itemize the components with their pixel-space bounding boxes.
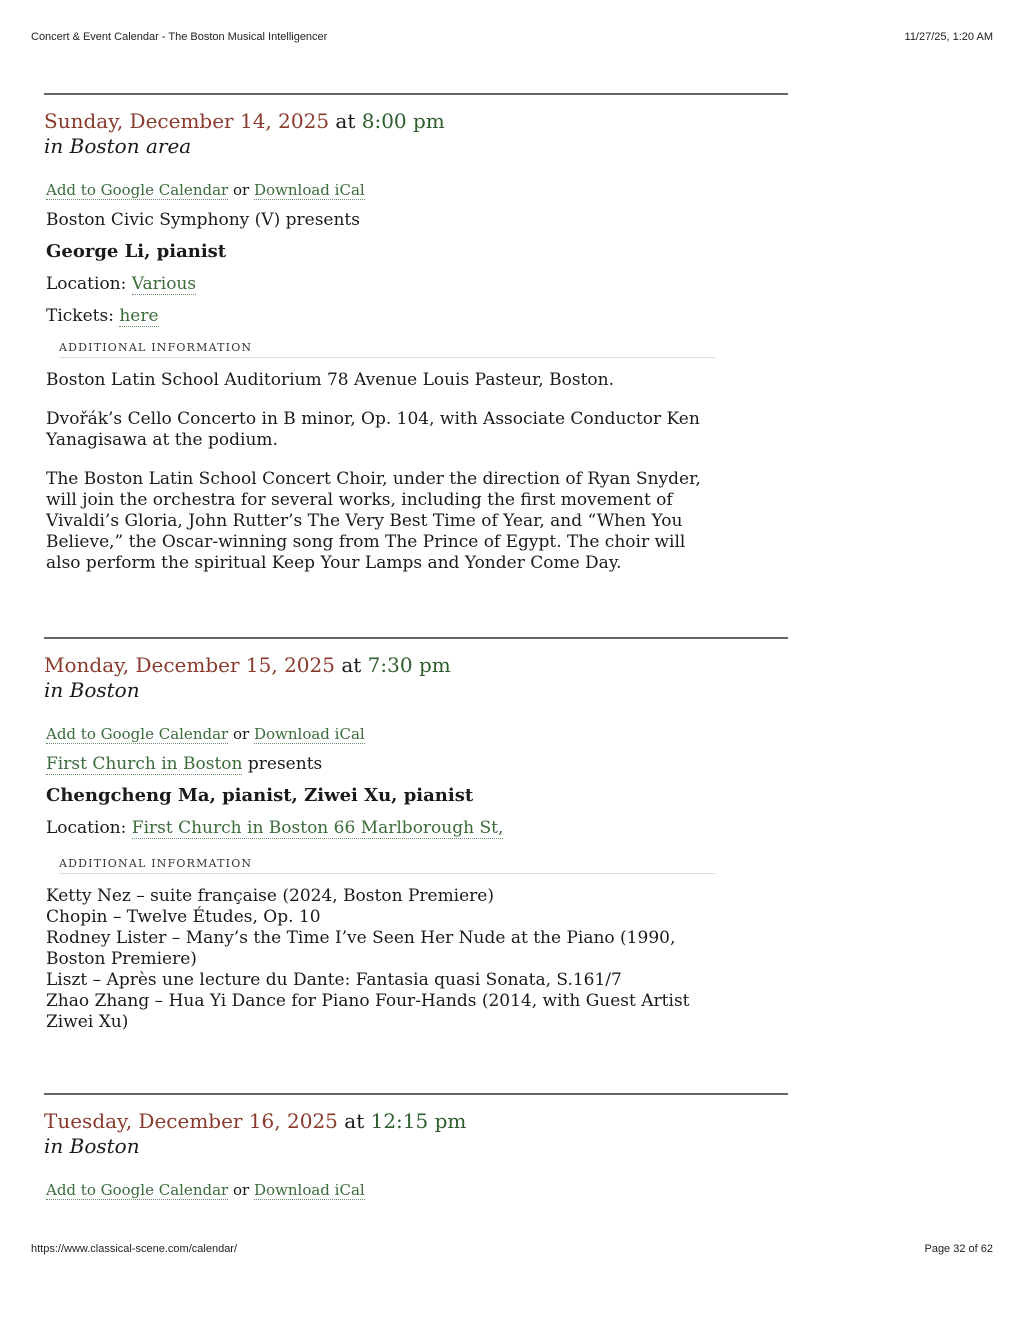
event-time: 7:30 pm bbox=[367, 653, 451, 677]
event-place: in Boston area bbox=[44, 134, 192, 158]
print-header bbox=[31, 31, 993, 43]
event-location-line bbox=[46, 273, 788, 295]
event-divider bbox=[44, 93, 788, 95]
download-ical-link[interactable]: Download iCal bbox=[253, 1181, 365, 1199]
or-text: or bbox=[232, 181, 250, 199]
event-performers: Chengcheng Ma, pianist, Ziwei Xu, pianist bbox=[46, 785, 474, 806]
event-description: The Boston Latin School Concert Choir, under the direction of Ryan Snyder, will join the orchestra for several works, including the first movement of Vivaldi’s Gloria, John Rutter’s The Very Best Time of Year, and “When You Believe,” the Oscar-winning song from The Prince of Egypt. The choir will also perform the spiritual Keep Your Lamps and Yonder Come Day. bbox=[46, 469, 701, 573]
event-entry bbox=[44, 637, 788, 1033]
presents-text: presents bbox=[285, 210, 360, 230]
program-item: Zhao Zhang – Hua Yi Dance for Piano Four-Hands (2014, with Guest Artist Ziwei Xu) bbox=[46, 991, 690, 1032]
event-time: 8:00 pm bbox=[361, 109, 445, 133]
add-to-google-calendar-link[interactable]: Add to Google Calendar bbox=[46, 1181, 229, 1199]
event-presenter-line bbox=[46, 753, 788, 775]
event-description: Dvořák’s Cello Concerto in B minor, Op. 104, with Associate Conductor Ken Yanagisawa at the podium. bbox=[46, 409, 700, 450]
event-place: in Boston bbox=[44, 1134, 140, 1158]
download-ical-link[interactable]: Download iCal bbox=[253, 181, 365, 199]
at-word: at bbox=[341, 653, 362, 677]
event-description: Boston Latin School Auditorium 78 Avenue Louis Pasteur, Boston. bbox=[46, 370, 614, 390]
calendar-links bbox=[46, 181, 788, 199]
event-time: 12:15 pm bbox=[370, 1109, 467, 1133]
program-list bbox=[44, 886, 788, 1033]
location-label: Location: bbox=[46, 274, 127, 294]
location-link[interactable]: First Church in Boston 66 Marlborough St, bbox=[131, 818, 504, 838]
event-date: Tuesday, December 16, 2025 bbox=[44, 1109, 338, 1133]
add-to-google-calendar-link[interactable]: Add to Google Calendar bbox=[46, 725, 229, 743]
additional-information-heading: ADDITIONAL INFORMATION bbox=[59, 857, 715, 874]
or-text: or bbox=[232, 1181, 250, 1199]
print-timestamp: 11/27/25, 1:20 AM bbox=[904, 31, 993, 43]
event-entry bbox=[44, 1093, 788, 1199]
program-item: Chopin – Twelve Études, Op. 10 bbox=[46, 907, 321, 927]
at-word: at bbox=[344, 1109, 365, 1133]
event-tickets-line bbox=[46, 305, 788, 327]
download-ical-link[interactable]: Download iCal bbox=[253, 725, 365, 743]
location-link[interactable]: Various bbox=[131, 274, 197, 294]
additional-information-heading: ADDITIONAL INFORMATION bbox=[59, 341, 715, 358]
event-place: in Boston bbox=[44, 678, 140, 702]
calendar-links bbox=[46, 725, 788, 743]
event-performers: George Li, pianist bbox=[46, 241, 227, 262]
presenter-link[interactable]: First Church in Boston bbox=[46, 754, 243, 774]
presenter-name: Boston Civic Symphony (V) bbox=[46, 210, 281, 230]
page-number: Page 32 of 62 bbox=[924, 1243, 993, 1255]
add-to-google-calendar-link[interactable]: Add to Google Calendar bbox=[46, 181, 229, 199]
event-divider bbox=[44, 1093, 788, 1095]
at-word: at bbox=[335, 109, 356, 133]
program-item: Rodney Lister – Many’s the Time I’ve Seen Her Nude at the Piano (1990, Boston Premiere) bbox=[46, 928, 676, 969]
event-date-line bbox=[44, 1109, 788, 1133]
event-date-line bbox=[44, 109, 788, 133]
event-date-line bbox=[44, 653, 788, 677]
presents-text: presents bbox=[247, 754, 323, 774]
event-entry bbox=[44, 93, 788, 574]
program-item: Ketty Nez – suite française (2024, Boston Premiere) bbox=[46, 886, 495, 906]
print-footer bbox=[31, 1243, 993, 1255]
or-text: or bbox=[232, 725, 250, 743]
event-date: Monday, December 15, 2025 bbox=[44, 653, 335, 677]
calendar-links bbox=[46, 1181, 788, 1199]
event-location-line bbox=[46, 817, 788, 839]
event-divider bbox=[44, 637, 788, 639]
tickets-label: Tickets: bbox=[46, 306, 114, 326]
event-date: Sunday, December 14, 2025 bbox=[44, 109, 330, 133]
location-label: Location: bbox=[46, 818, 127, 838]
tickets-link[interactable]: here bbox=[119, 306, 159, 326]
page-title: Concert & Event Calendar - The Boston Musical Intelligencer bbox=[31, 31, 328, 43]
page-url: https://www.classical-scene.com/calendar/ bbox=[31, 1243, 238, 1255]
program-item: Liszt – Après une lecture du Dante: Fantasia quasi Sonata, S.161/7 bbox=[46, 970, 622, 990]
event-presenter-line bbox=[46, 209, 788, 231]
